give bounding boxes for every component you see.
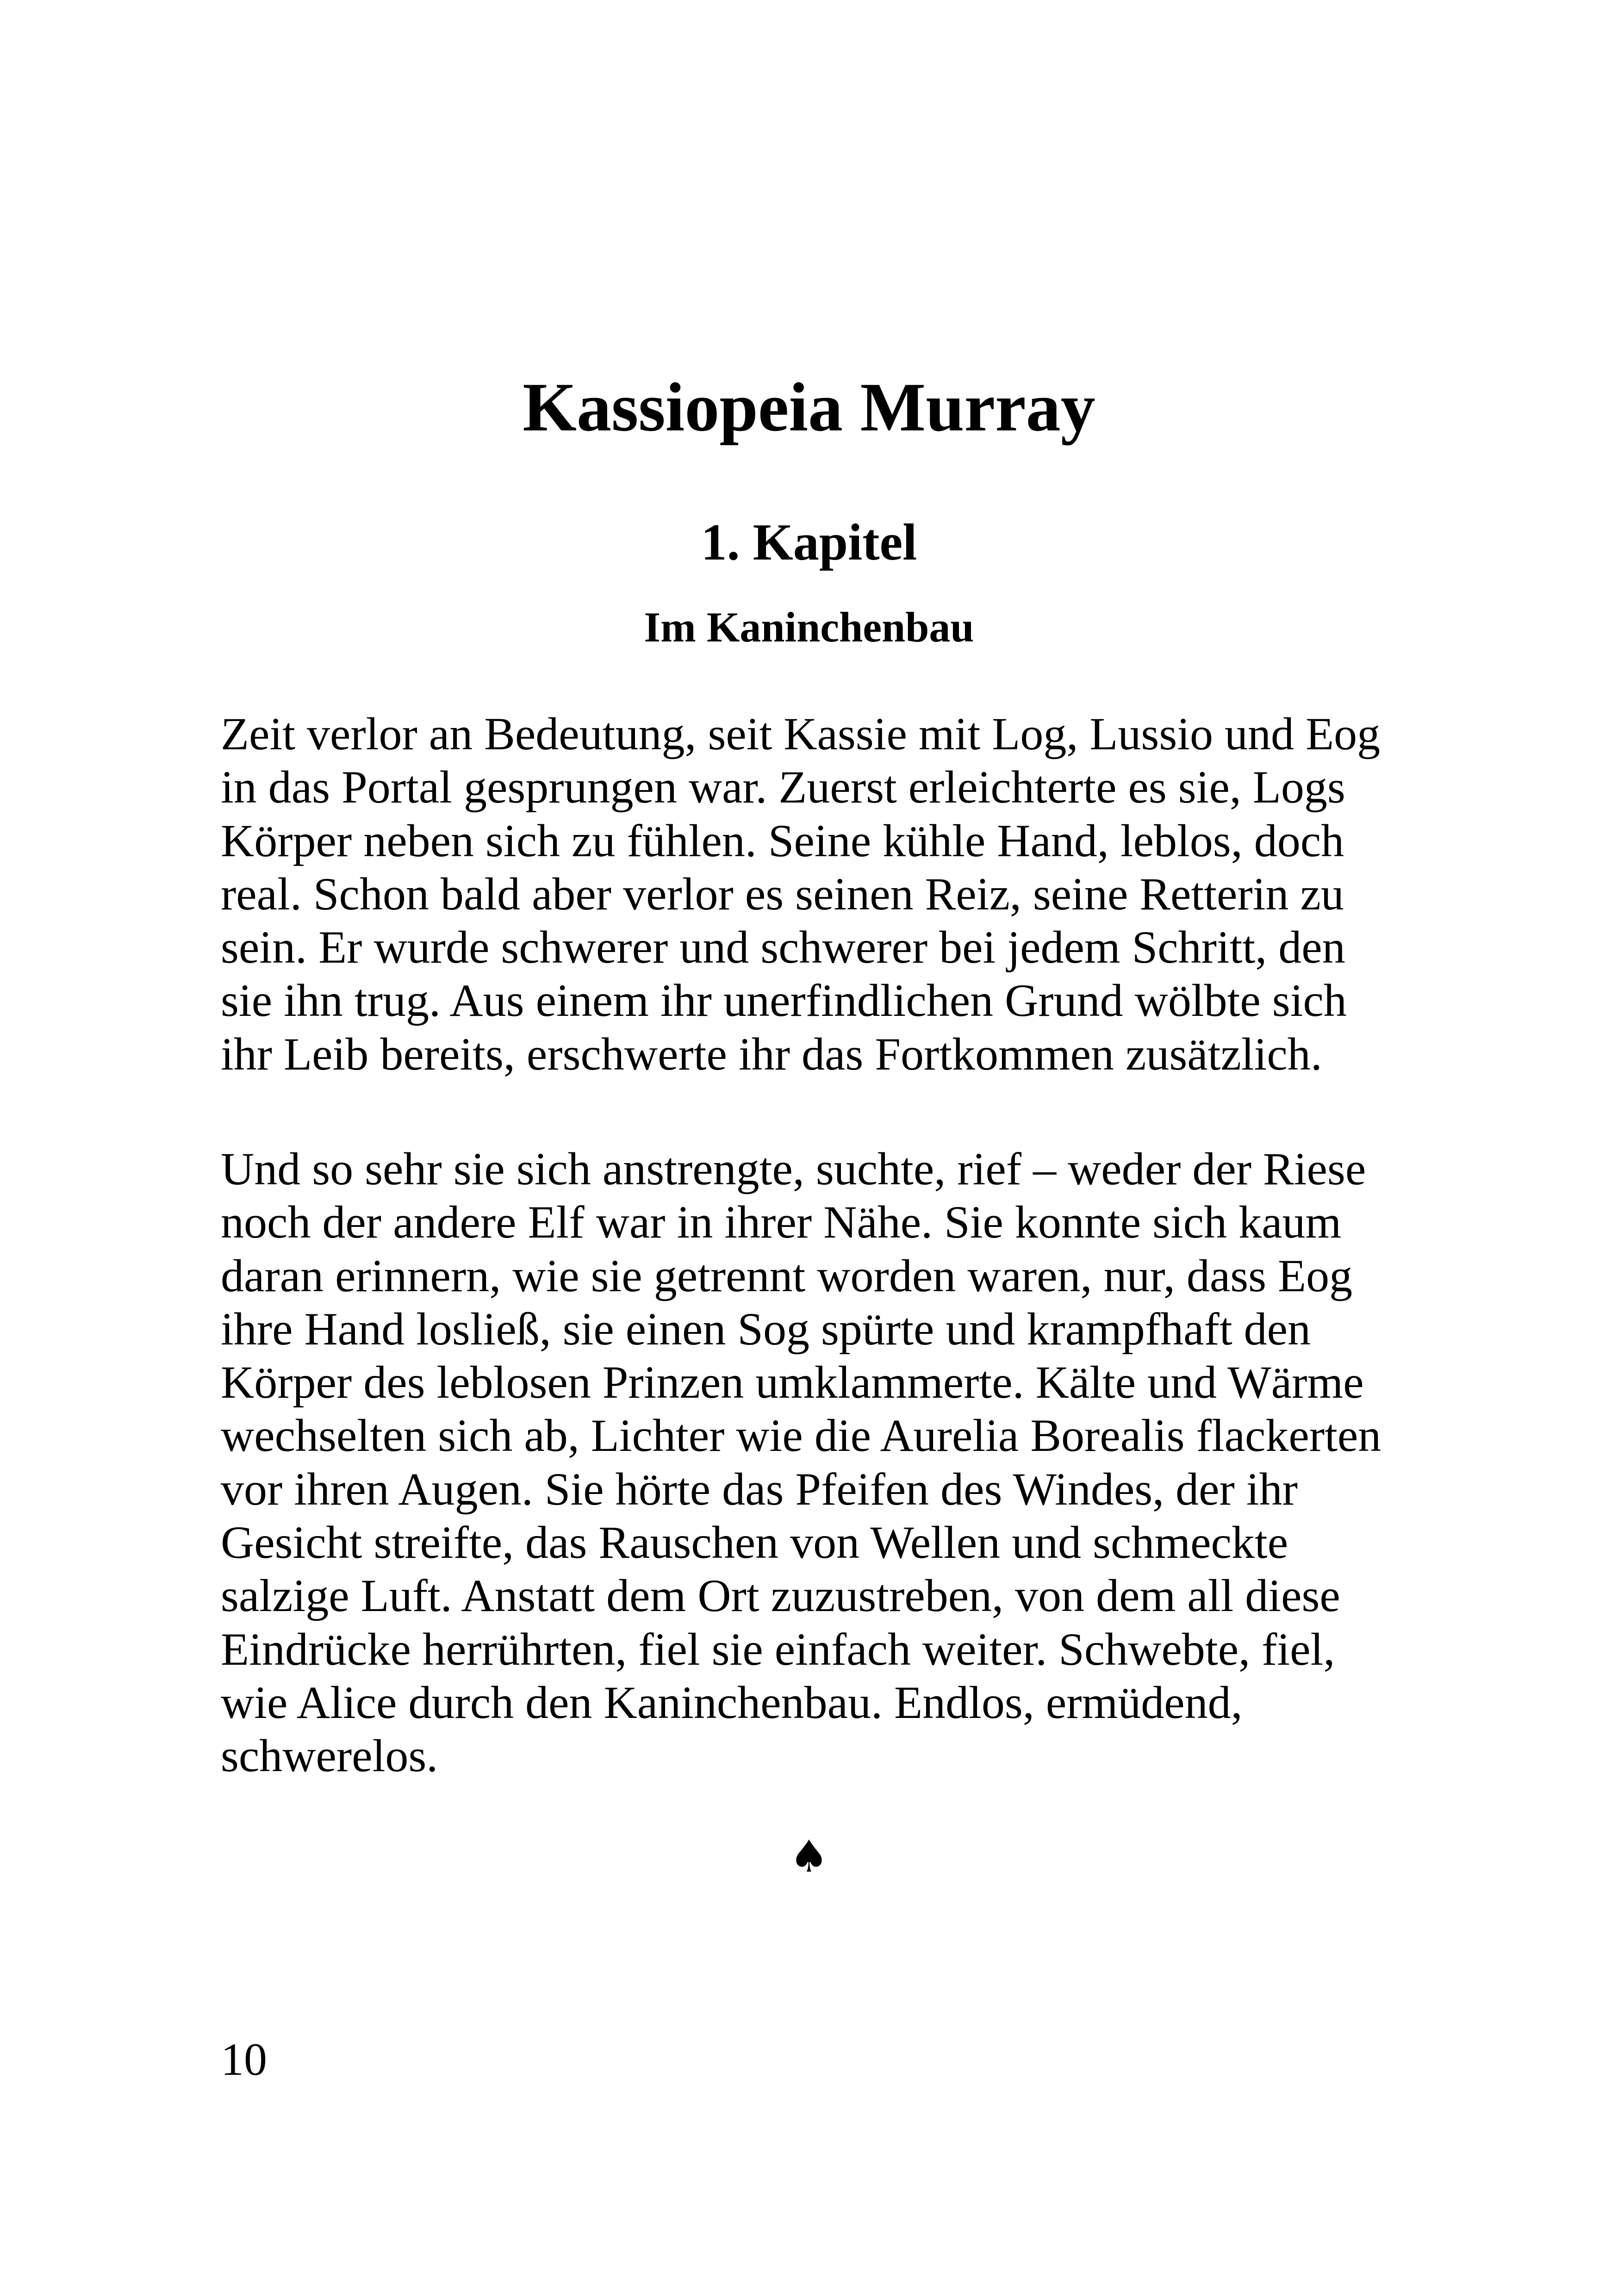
spade-divider-icon: ♠ [789, 1831, 829, 1882]
body-paragraph-1: Zeit verlor an Bedeutung, seit Kassie mit Log, Lussio und Eog in das Portal gesprungen war. Zuerst erleichterte es sie, Logs Körper neben sich zu fühlen. Seine kühle Hand, leblos, doch real. Schon bald aber verlor es seinen Reiz, seine Retterin zu sein. Er wurde schwerer und schwerer bei jedem Schritt, den sie ihn trug. Aus einem ihr unerfindlichen Grund wölbte sich ihr Leib bereits, erschwerte ihr das Fortkommen zusätzlich. [221, 708, 1381, 1080]
chapter-heading: 1. Kapitel [701, 514, 917, 571]
body-paragraph-2: Und so sehr sie sich anstrengte, suchte, rief – weder der Riese noch der andere Elf war in ihrer Nähe. Sie konnte sich kaum daran erinnern, wie sie getrennt worden waren, nur, dass Eog ihre Hand losließ, sie einen Sog spürte und krampfhaft den Körper des leblosen Prinzen umklammerte. Kälte und Wärme wechselten sich ab, Lichter wie die Aurelia Borealis flackerten vor ihren Augen. Sie hörte das Pfeifen des Windes, der ihr Gesicht streifte, das Rauschen von Wellen und schmeckte salzige Luft. Anstatt dem Ort zuzustreben, von dem all diese Eindrücke herrührten, fiel sie einfach weiter. Schwebte, fiel, wie Alice durch den Kaninchenbau. Endlos, ermüdend, schwerelos. [221, 1143, 1382, 1782]
page-number: 10 [221, 2034, 267, 2085]
book-title: Kassiopeia Murray [523, 369, 1095, 446]
chapter-subtitle: Im Kaninchenbau [644, 604, 974, 651]
